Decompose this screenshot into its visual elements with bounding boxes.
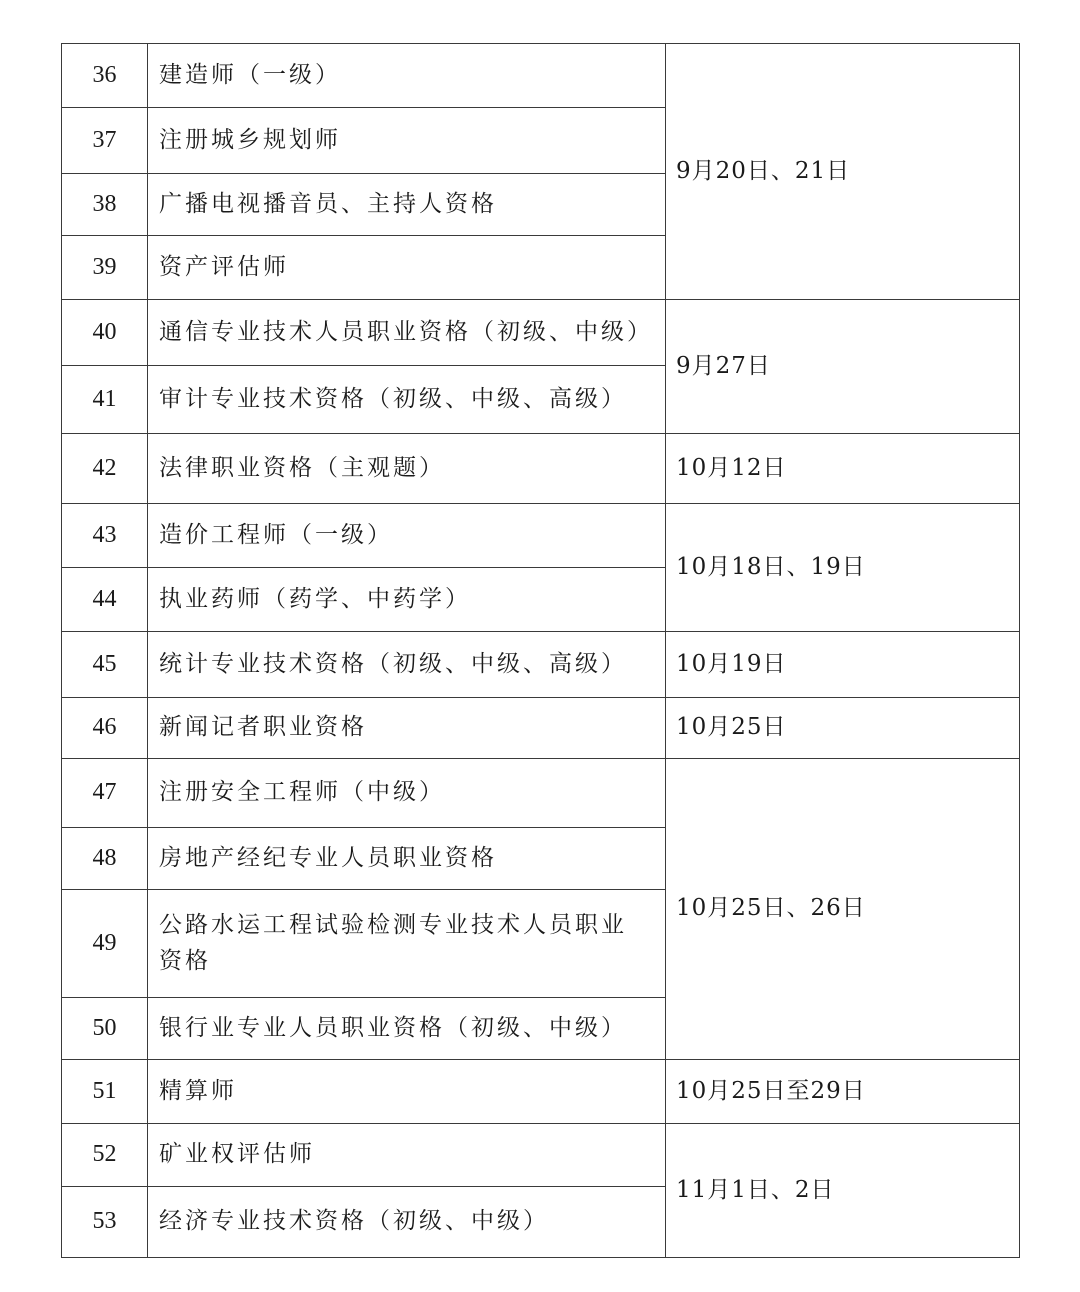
qualification-name: 注册城乡规划师 <box>148 108 666 174</box>
row-number: 53 <box>62 1187 148 1258</box>
qualification-name: 银行业专业人员职业资格（初级、中级） <box>148 998 666 1060</box>
qualification-name: 精算师 <box>148 1060 666 1124</box>
table-row <box>62 44 1020 108</box>
exam-date: 10月25日 <box>666 698 1020 759</box>
exam-date: 10月25日、26日 <box>666 759 1020 1060</box>
table-row <box>62 698 1020 759</box>
row-number: 41 <box>62 366 148 434</box>
exam-date: 10月18日、19日 <box>666 504 1020 632</box>
exam-schedule-body <box>62 44 1020 1258</box>
qualification-name: 造价工程师（一级） <box>148 504 666 568</box>
row-number: 38 <box>62 174 148 236</box>
qualification-name: 通信专业技术人员职业资格（初级、中级） <box>148 300 666 366</box>
row-number: 51 <box>62 1060 148 1124</box>
row-number: 39 <box>62 236 148 300</box>
qualification-name: 审计专业技术资格（初级、中级、高级） <box>148 366 666 434</box>
row-number: 50 <box>62 998 148 1060</box>
exam-date: 11月1日、2日 <box>666 1124 1020 1258</box>
qualification-name: 建造师（一级） <box>148 44 666 108</box>
row-number: 46 <box>62 698 148 759</box>
row-number: 42 <box>62 434 148 504</box>
qualification-name: 矿业权评估师 <box>148 1124 666 1187</box>
table-row <box>62 1124 1020 1187</box>
table-row <box>62 632 1020 698</box>
qualification-name: 公路水运工程试验检测专业技术人员职业资格 <box>148 890 666 998</box>
qualification-name: 统计专业技术资格（初级、中级、高级） <box>148 632 666 698</box>
table-row <box>62 759 1020 828</box>
row-number: 49 <box>62 890 148 998</box>
row-number: 45 <box>62 632 148 698</box>
qualification-name: 房地产经纪专业人员职业资格 <box>148 828 666 890</box>
table-row <box>62 300 1020 366</box>
qualification-name: 执业药师（药学、中药学） <box>148 568 666 632</box>
exam-date: 10月25日至29日 <box>666 1060 1020 1124</box>
exam-date: 9月20日、21日 <box>666 44 1020 300</box>
qualification-name: 资产评估师 <box>148 236 666 300</box>
exam-date: 10月19日 <box>666 632 1020 698</box>
row-number: 37 <box>62 108 148 174</box>
qualification-name: 新闻记者职业资格 <box>148 698 666 759</box>
qualification-name: 广播电视播音员、主持人资格 <box>148 174 666 236</box>
row-number: 43 <box>62 504 148 568</box>
table-row <box>62 434 1020 504</box>
qualification-name: 法律职业资格（主观题） <box>148 434 666 504</box>
row-number: 44 <box>62 568 148 632</box>
qualification-name: 注册安全工程师（中级） <box>148 759 666 828</box>
exam-schedule-table <box>61 43 1020 1258</box>
exam-date: 9月27日 <box>666 300 1020 434</box>
exam-date: 10月12日 <box>666 434 1020 504</box>
table-row <box>62 1060 1020 1124</box>
table-row <box>62 504 1020 568</box>
row-number: 36 <box>62 44 148 108</box>
row-number: 40 <box>62 300 148 366</box>
qualification-name: 经济专业技术资格（初级、中级） <box>148 1187 666 1258</box>
row-number: 48 <box>62 828 148 890</box>
row-number: 52 <box>62 1124 148 1187</box>
row-number: 47 <box>62 759 148 828</box>
